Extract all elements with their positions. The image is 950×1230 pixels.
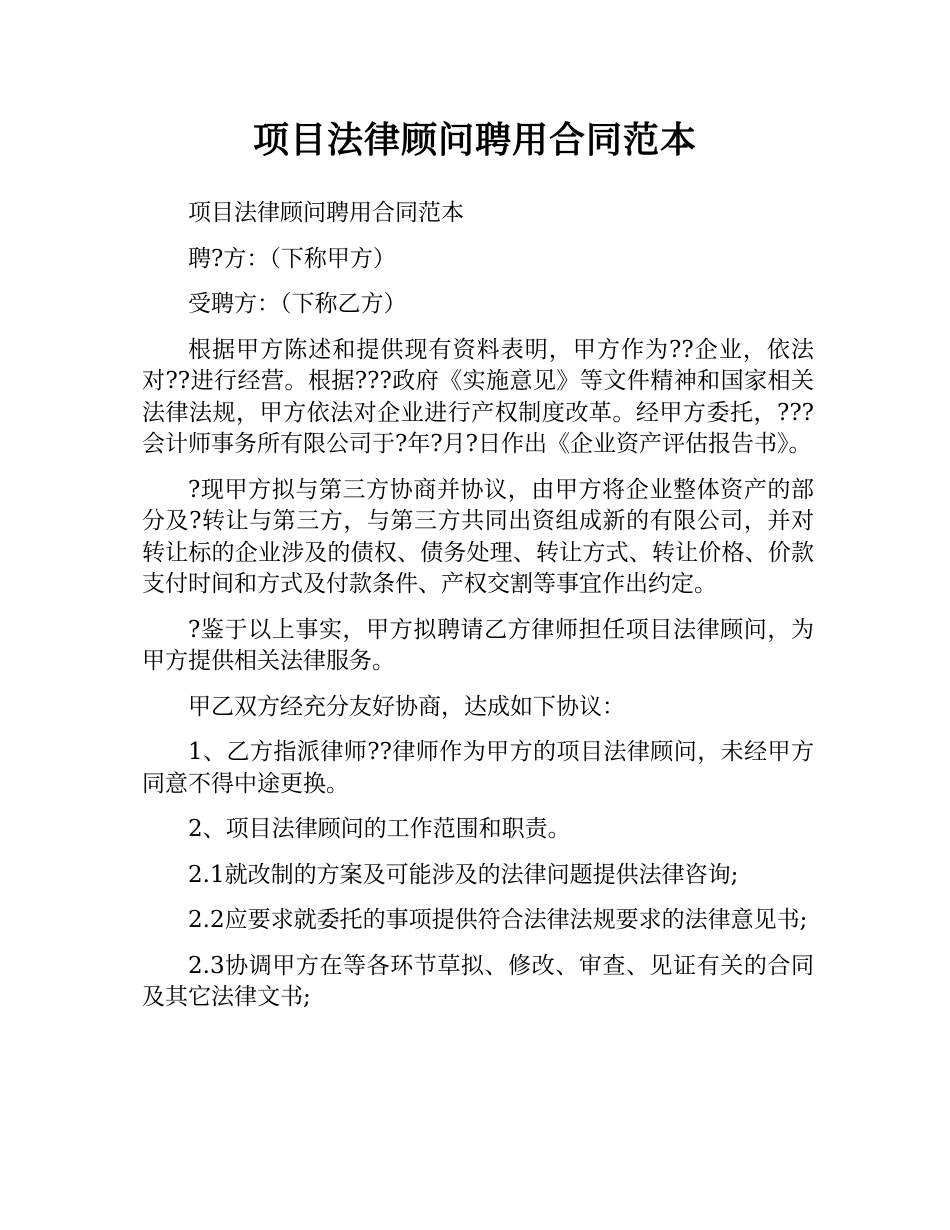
paragraph-engagement: ?鉴于以上事实，甲方拟聘请乙方律师担任项目法律顾问，为甲方提供相关法律服务。	[142, 616, 814, 674]
paragraph-clause-2-2: 2.2应要求就委托的事项提供符合法律法规要求的法律意见书;	[188, 907, 808, 933]
paragraph-transfer-plan: ?现甲方拟与第三方协商并协议，由甲方将企业整体资产的部分及?转让与第三方，与第三方共同出资组成新的有限公司，并对转让标的企业涉及的债权、债务处理、转让方式、转让价格、价款支付时间和方式及付款条件、产权交割等事宜作出约定。	[142, 476, 814, 597]
document-title: 项目法律顾问聘用合同范本	[252, 120, 697, 161]
paragraph-clause-1: 1、乙方指派律师??律师作为甲方的项目法律顾问，未经甲方同意不得中途更换。	[142, 739, 814, 797]
paragraph-clause-2: 2、项目法律顾问的工作范围和职责。	[188, 816, 571, 842]
paragraph-subtitle: 项目法律顾问聘用合同范本	[188, 200, 464, 226]
paragraph-agreement-intro: 甲乙双方经充分友好协商，达成如下协议：	[188, 693, 625, 720]
paragraph-employee: 受聘方：（下称乙方）	[188, 291, 407, 317]
paragraph-clause-2-3: 2.3协调甲方在等各环节草拟、修改、审查、见证有关的合同及其它法律文书;	[142, 952, 814, 1010]
paragraph-employer: 聘?方：（下称甲方）	[188, 245, 396, 272]
paragraph-clause-2-1: 2.1就改制的方案及可能涉及的法律问题提供法律咨询;	[188, 861, 739, 888]
document-body	[142, 198, 814, 1028]
paragraph-background: 根据甲方陈述和提供现有资料表明，甲方作为??企业，依法对??进行经营。根据???政府《实施意见》等文件精神和国家相关法律法规，甲方依法对企业进行产权制度改革。经甲方委托，???会计师事务所有限公司于?年?月?日作出《企业资产评估报告书》。	[142, 336, 814, 457]
